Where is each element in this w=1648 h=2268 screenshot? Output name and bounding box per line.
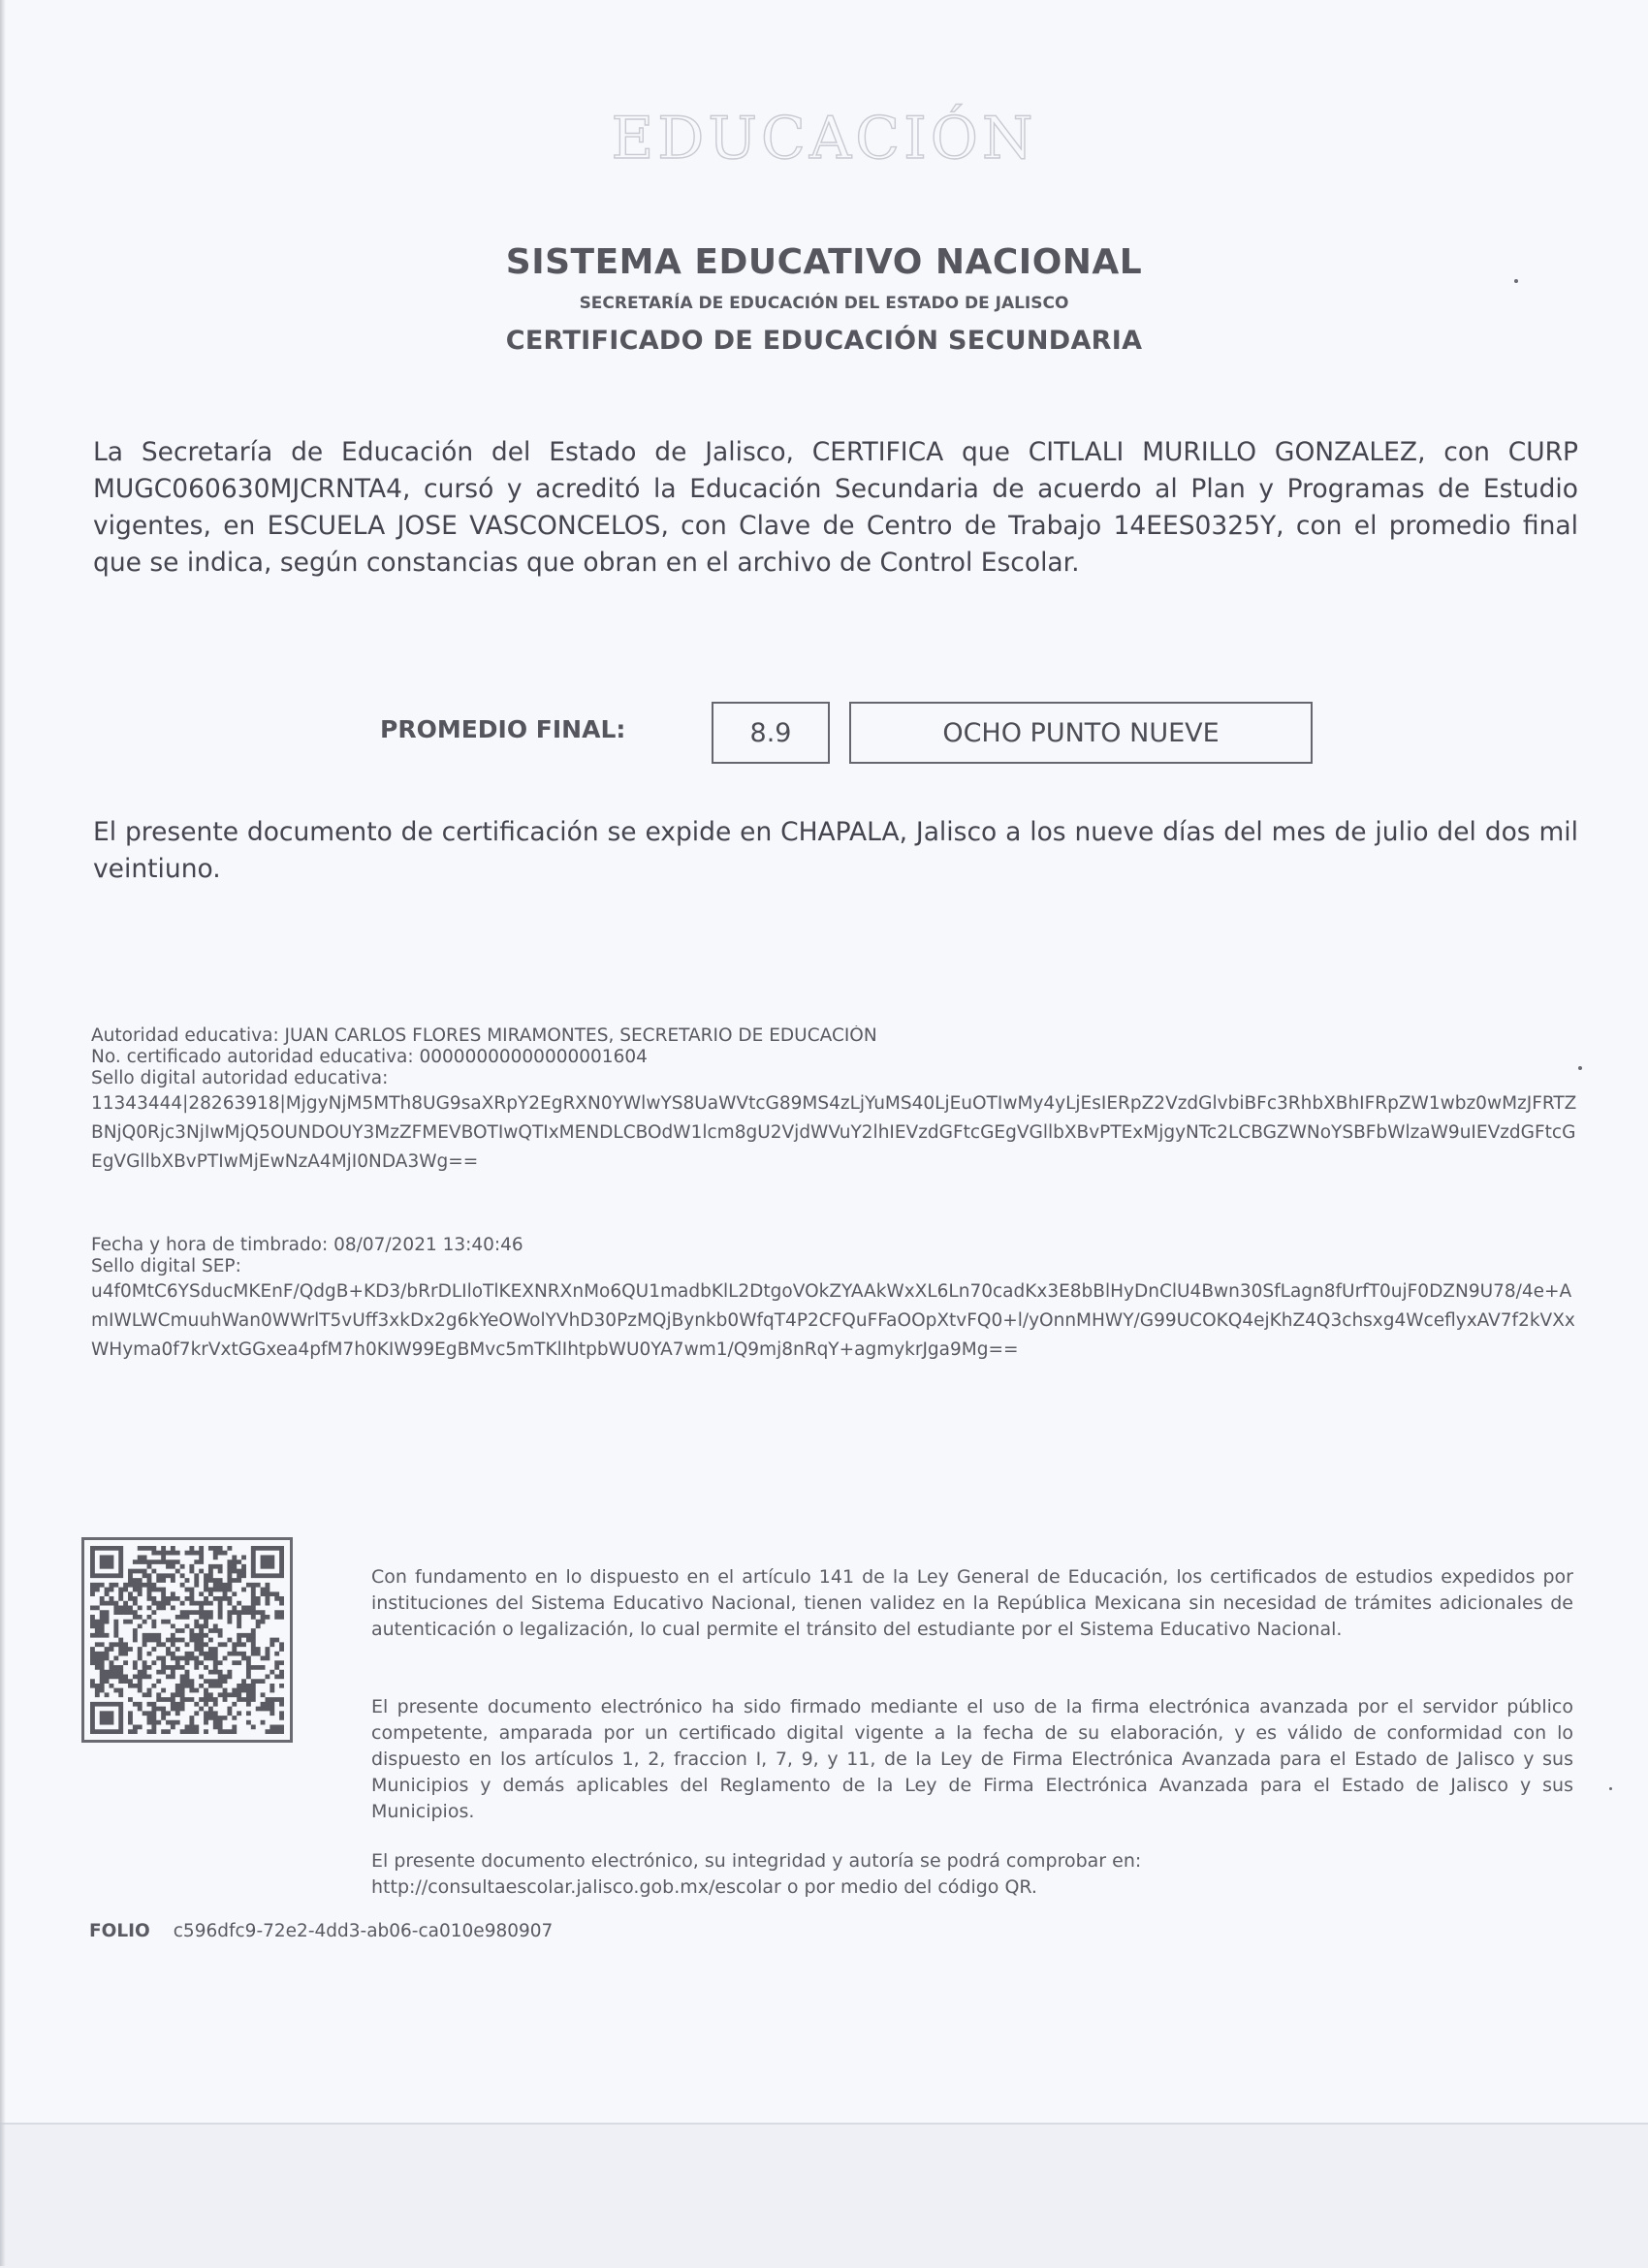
- legal-validity-paragraph: Con fundamento en lo dispuesto en el artículo 141 de la Ley General de Educación, los certificados de estudios expedidos por instituciones del Sistema Educativo Nacional, tienen validez en la República Mexicana sin necesidad de trámites adicionales de autenticación o legalización, lo cual permite el tránsito del estudiante por el Sistema Educativo Nacional.: [371, 1566, 1573, 1640]
- final-average-value: 8.9: [712, 702, 830, 764]
- legal-verification-paragraph: [371, 1848, 1573, 1901]
- legal-signature-paragraph: El presente documento electrónico ha sido firmado mediante el uso de la firma electrónica avanzada por el servidor público competente, amparada por un certificado digital vigente a la fecha de su elaboración, y es válido de conformidad con lo dispuesto en los artículos 1, 2, fraccion I, 7, 9, y 11, de la Ley de Firma Electrónica Avanzada para el Estado de Jalisco y sus Municipios y demás aplicables del Reglamento de la Ley de Firma Electrónica Avanzada para el Estado de Jalisco y sus Municipios.: [371, 1696, 1573, 1822]
- authority-digital-seal: 11343444|28263918|MjgyNjM5MTh8UG9saXRpY2EgRXN0YWlwYS8UaWVtcG89MS4zLjYuMS40LjEuOTIwMy4yLjEsIERpZ2VzdGlvbiBFc3RhbXBhIFRpZW1wbz0wMzJFRTZBNjQ0Rjc3NjIwMjQ5OUNDOUY3MzZFMEVBOTIwQTIxMENDLCBOdW1lcm8gU2VjdWVuY2lhIEVzdGFtcGEgVGllbXBvPTExMjgyNTc2LCBGZWNoYSBFbWlzaW9uIEVzdGFtcGEgVGllbXBvPTIwMjEwNzA4MjI0NDA3Wg==: [91, 1093, 1577, 1172]
- folio-value: c596dfc9-72e2-4dd3-ab06-ca010e980907: [173, 1921, 554, 1941]
- scan-speck: [1514, 279, 1518, 283]
- stamp-datetime: Fecha y hora de timbrado: 08/07/2021 13:40:46: [91, 1235, 523, 1255]
- certification-paragraph: La Secretaría de Educación del Estado de Jalisco, CERTIFICA que CITLALI MURILLO GONZALEZ, con CURP MUGC060630MJCRNTA4, cursó y acreditó la Educación Secundaria de acuerdo al Plan y Programas de Estudio vigentes, en ESCUELA JOSE VASCONCELOS, con Clave de Centro de Trabajo 14EES0325Y, con el promedio final que se indica, según constancias que obran en el archivo de Control Escolar.: [93, 437, 1578, 578]
- sep-block: [91, 1235, 1584, 1365]
- authority-certificate-number: No. certificado autoridad educativa: 00000000000000001604: [91, 1047, 648, 1067]
- education-watermark: EDUCACIÓN: [611, 105, 1037, 173]
- authority-seal-label: Sello digital autoridad educativa:: [91, 1068, 389, 1088]
- secretariat-subtitle: SECRETARÍA DE EDUCACIÓN DEL ESTADO DE JALISCO: [579, 294, 1069, 313]
- folio-row: [89, 1921, 553, 1941]
- verification-qr-code[interactable]: [81, 1537, 293, 1743]
- verification-link[interactable]: http://consultaescolar.jalisco.gob.mx/escolar o por medio del código QR.: [371, 1876, 1037, 1898]
- folio-label: FOLIO: [89, 1921, 150, 1941]
- authority-block: [91, 1025, 1584, 1177]
- certificate-type: CERTIFICADO DE EDUCACIÓN SECUNDARIA: [505, 326, 1143, 356]
- final-average-label: PROMEDIO FINAL:: [380, 715, 626, 743]
- final-average-words: OCHO PUNTO NUEVE: [849, 702, 1313, 764]
- scan-speck: [1578, 1066, 1582, 1070]
- verification-text: El presente documento electrónico, su integridad y autoría se podrá comprobar en:: [371, 1850, 1142, 1872]
- qr-code-icon: [90, 1546, 284, 1734]
- system-title: SISTEMA EDUCATIVO NACIONAL: [505, 242, 1143, 282]
- sep-seal-label: Sello digital SEP:: [91, 1256, 241, 1276]
- sep-digital-seal: u4f0MtC6YSducMKEnF/QdgB+KD3/bRrDLIloTlKEXNRXnMo6QU1madbKlL2DtgoVOkZYAAkWxXL6Ln70cadKx3E8bBlHyDnClU4Bwn30SfLagn8fUrfT0ujF0DZN9U78/4e+AmIWLWCmuuhWan0WWrlT5vUff3xkDx2g6kYeOWolYVhD30PzMQjBynkb0WfqT4P2CFQuFFaOOpXtvFQ0+l/yOnnMHWY/G99UCOKQ4ejKhZ4Q3chsxg4WceflyxAV7f2kVXxWHyma0f7krVxtGGxea4pfM7h0KIW99EgBMvc5mTKlIhtpbWU0YA7wm1/Q9mj8nRqY+agmykrJga9Mg==: [91, 1281, 1575, 1360]
- scan-speck: [1609, 1787, 1612, 1790]
- issue-paragraph: El presente documento de certificación se expide en CHAPALA, Jalisco a los nueve días del mes de julio del dos mil veintiuno.: [93, 817, 1578, 884]
- scan-margin: [0, 2123, 1648, 2268]
- authority-name: Autoridad educativa: JUAN CARLOS FLORES MIRAMONTES, SECRETARIO DE EDUCACIÓN: [91, 1025, 877, 1046]
